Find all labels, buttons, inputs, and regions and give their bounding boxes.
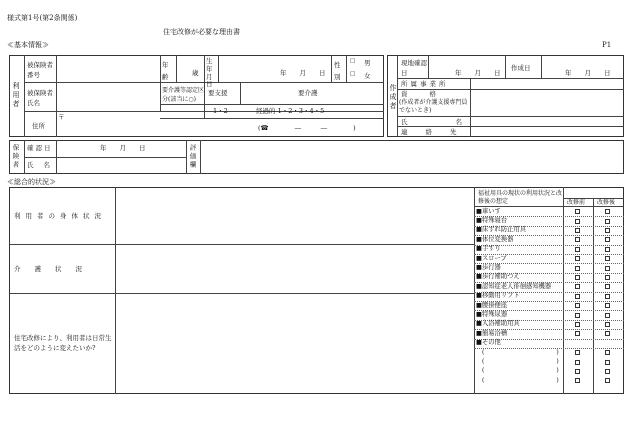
male-label: 男 bbox=[364, 59, 371, 67]
equipment-after-checkbox[interactable] bbox=[605, 313, 610, 318]
equipment-after-checkbox[interactable] bbox=[605, 322, 610, 327]
page-title: 住宅改修が必要な理由書 bbox=[163, 28, 240, 36]
equipment-item: ■車いす bbox=[476, 207, 501, 215]
birthdate-value: 年 月 日 bbox=[280, 69, 326, 77]
equipment-item: ■特殊尿器 bbox=[476, 310, 508, 318]
after-header: 改修後 bbox=[597, 199, 616, 206]
equipment-before-checkbox[interactable] bbox=[575, 237, 580, 242]
equipment-item: ■簡易浴槽 bbox=[476, 329, 508, 337]
other-after-checkbox[interactable] bbox=[605, 369, 610, 374]
male-checkbox[interactable]: □ bbox=[350, 58, 356, 64]
equipment-before-checkbox[interactable] bbox=[575, 228, 580, 233]
care-level-label: 要介護等認定区分(該当に○) bbox=[162, 87, 205, 103]
equipment-after-checkbox[interactable] bbox=[605, 266, 610, 271]
equipment-after-checkbox[interactable] bbox=[605, 219, 610, 224]
equipment-item: ■歩行器 bbox=[476, 263, 501, 271]
other-after-checkbox[interactable] bbox=[605, 378, 610, 383]
equipment-before-checkbox[interactable] bbox=[575, 219, 580, 224]
female-label: 女 bbox=[364, 72, 371, 80]
contact-label: 連絡先 bbox=[401, 128, 475, 136]
other-equipment-input[interactable]: ( ) bbox=[482, 357, 559, 365]
visit-date-label: 現地確認日 bbox=[401, 59, 427, 77]
equipment-before-checkbox[interactable] bbox=[575, 331, 580, 336]
equipment-item: ■その他 bbox=[476, 339, 501, 347]
equipment-before-checkbox[interactable] bbox=[575, 313, 580, 318]
equipment-before-checkbox[interactable] bbox=[575, 303, 580, 308]
basic-info-heading: ≪基本情報≫ bbox=[7, 41, 49, 49]
equipment-after-checkbox[interactable] bbox=[605, 294, 610, 299]
equipment-after-checkbox[interactable] bbox=[605, 275, 610, 280]
equipment-after-checkbox[interactable] bbox=[605, 256, 610, 261]
equipment-after-checkbox[interactable] bbox=[605, 237, 610, 242]
equipment-item: ■腰掛便座 bbox=[476, 301, 508, 309]
reason-label: 住宅改修により、利用者は日常生活をどのように変えたいか? bbox=[14, 334, 112, 353]
evaluation-label: 評価欄 bbox=[188, 144, 197, 170]
phone-field[interactable]: (☎ ― ― ) bbox=[258, 124, 356, 132]
confirm-date-label: 確認日 bbox=[27, 144, 53, 152]
equipment-item: ■床ずれ防止用具 bbox=[476, 226, 527, 234]
equipment-item: ■歩行補助つえ bbox=[476, 273, 520, 281]
equipment-item: ■スロープ bbox=[476, 254, 507, 262]
equipment-after-checkbox[interactable] bbox=[605, 284, 610, 289]
address-label: 住所 bbox=[32, 122, 45, 130]
care-status-label: 介護状況 bbox=[14, 265, 96, 273]
equipment-before-checkbox[interactable] bbox=[575, 247, 580, 252]
equipment-before-checkbox[interactable] bbox=[575, 256, 580, 261]
form-id: 様式第1号(第2条関係) bbox=[7, 14, 78, 22]
other-equipment-input[interactable]: ( ) bbox=[482, 348, 559, 356]
insured-name-label: 被保険者氏名 bbox=[27, 89, 53, 108]
other-before-checkbox[interactable] bbox=[575, 350, 580, 355]
equipment-after-checkbox[interactable] bbox=[605, 247, 610, 252]
equipment-after-checkbox[interactable] bbox=[605, 331, 610, 336]
support-values: 1・2 bbox=[213, 107, 228, 115]
qualification-note: (作成者が介護支援専門員でないとき) bbox=[399, 99, 468, 115]
other-before-checkbox[interactable] bbox=[575, 369, 580, 374]
body-status-label: 利用者の身体状況 bbox=[14, 212, 106, 220]
created-date-label: 作成日 bbox=[511, 64, 531, 72]
equipment-before-checkbox[interactable] bbox=[575, 275, 580, 280]
equipment-item: ■手すり bbox=[476, 245, 501, 253]
insurer-name-label: 氏名 bbox=[27, 161, 60, 169]
care-label: 要介護 bbox=[298, 89, 318, 97]
other-equipment-input[interactable]: ( ) bbox=[482, 367, 559, 375]
page-number: P1 bbox=[602, 41, 612, 49]
equipment-item: ■体位変換器 bbox=[476, 235, 514, 243]
visit-date-value: 年 月 日 bbox=[455, 69, 501, 77]
postal-mark: 〒 bbox=[58, 113, 65, 121]
created-date-value: 年 月 日 bbox=[565, 69, 611, 77]
equipment-before-checkbox[interactable] bbox=[575, 266, 580, 271]
equipment-item: ■移動用リフト bbox=[476, 292, 520, 300]
female-checkbox[interactable]: □ bbox=[350, 71, 356, 77]
other-after-checkbox[interactable] bbox=[605, 350, 610, 355]
equipment-after-checkbox[interactable] bbox=[605, 209, 610, 214]
birthdate-label: 生年月日 bbox=[206, 57, 213, 89]
user-label: 利用者 bbox=[12, 82, 20, 109]
welfare-header: 福祉用具の現状の利用状況と改修後の想定 bbox=[478, 190, 563, 206]
equipment-after-checkbox[interactable] bbox=[605, 303, 610, 308]
other-equipment-input[interactable]: ( ) bbox=[482, 376, 559, 384]
creator-label: 作成者 bbox=[389, 84, 397, 111]
equipment-after-checkbox[interactable] bbox=[605, 228, 610, 233]
transition-values: 経過的 1・2・3・4・5 bbox=[256, 107, 325, 115]
age-label: 年齢 bbox=[162, 61, 169, 81]
sex-label: 性別 bbox=[334, 61, 341, 81]
confirm-date-value: 年 月 日 bbox=[100, 144, 146, 152]
equipment-item: ■特殊寝台 bbox=[476, 216, 508, 224]
equipment-before-checkbox[interactable] bbox=[575, 284, 580, 289]
other-before-checkbox[interactable] bbox=[575, 378, 580, 383]
age-unit: 歳 bbox=[192, 69, 199, 77]
insured-number-label: 被保険者番号 bbox=[27, 61, 53, 80]
other-before-checkbox[interactable] bbox=[575, 360, 580, 365]
equipment-before-checkbox[interactable] bbox=[575, 322, 580, 327]
name-label: 氏名 bbox=[401, 118, 510, 126]
equipment-item: ■入浴補助用具 bbox=[476, 320, 520, 328]
overall-heading: ≪総合的状況≫ bbox=[7, 178, 56, 186]
qualification-label: 資格 bbox=[401, 90, 458, 98]
equipment-before-checkbox[interactable] bbox=[575, 209, 580, 214]
before-header: 改修前 bbox=[567, 199, 586, 206]
equipment-item: ■認知症老人徘徊感知機器 bbox=[476, 282, 552, 290]
office-label: 所属事業所 bbox=[401, 80, 449, 88]
support-label: 要支援 bbox=[208, 89, 228, 97]
other-after-checkbox[interactable] bbox=[605, 360, 610, 365]
insurer-label: 保険者 bbox=[11, 144, 20, 170]
equipment-before-checkbox[interactable] bbox=[575, 294, 580, 299]
